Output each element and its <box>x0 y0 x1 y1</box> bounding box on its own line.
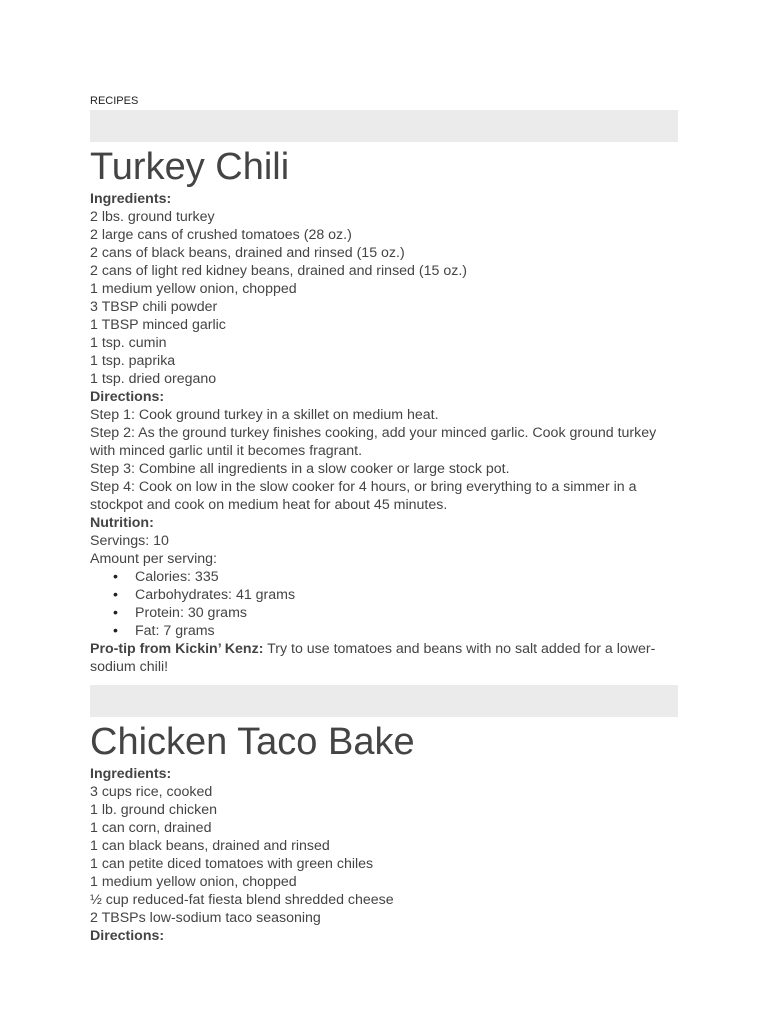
directions-heading: Directions: <box>90 389 165 405</box>
recipe-turkey-chili <box>90 144 678 676</box>
pro-tip-text: Try to use tomatoes and beans with no salt added for a lower-sodium chili! <box>90 641 656 675</box>
recipe-title: Chicken Taco Bake <box>90 721 415 763</box>
ingredient-line: 2 large cans of crushed tomatoes (28 oz.) <box>90 227 352 243</box>
recipe-chicken-taco-bake <box>90 719 678 945</box>
ingredients-heading: Ingredients: <box>90 766 172 782</box>
bullet-icon: • <box>113 623 118 639</box>
divider-bar <box>90 685 678 717</box>
nutrition-item-text: Protein: 30 grams <box>135 605 247 621</box>
ingredient-line: 2 lbs. ground turkey <box>90 209 215 225</box>
ingredient-line: 1 lb. ground chicken <box>90 802 217 818</box>
divider-bar <box>90 110 678 142</box>
direction-step: Step 2: As the ground turkey finishes cooking, add your minced garlic. Cook ground turkey with minced garlic until it becomes fragrant. <box>90 425 657 459</box>
ingredient-line: 3 cups rice, cooked <box>90 784 213 800</box>
nutrition-item-text: Carbohydrates: 41 grams <box>135 587 296 603</box>
section-label: RECIPES <box>90 95 139 107</box>
ingredient-line: 2 cans of black beans, drained and rinsed (15 oz.) <box>90 245 405 261</box>
nutrition-item <box>90 568 678 586</box>
pro-tip-label: Pro-tip from Kickin’ Kenz: <box>90 641 264 657</box>
nutrition-item <box>90 586 678 604</box>
pro-tip <box>90 640 678 676</box>
bullet-icon: • <box>113 605 118 621</box>
bullet-icon: • <box>113 587 118 603</box>
nutrition-item-text: Fat: 7 grams <box>135 623 215 639</box>
ingredient-line: 1 tsp. cumin <box>90 335 167 351</box>
ingredient-line: 1 can petite diced tomatoes with green chiles <box>90 856 374 872</box>
ingredient-line: 1 tsp. dried oregano <box>90 371 217 387</box>
directions-heading: Directions: <box>90 928 165 944</box>
nutrition-list <box>90 568 678 640</box>
nutrition-heading: Nutrition: <box>90 515 154 531</box>
nutrition-item-text: Calories: 335 <box>135 569 219 585</box>
ingredient-line: 1 can corn, drained <box>90 820 212 836</box>
ingredient-line: ½ cup reduced-fat fiesta blend shredded cheese <box>90 892 394 908</box>
ingredient-line: 1 medium yellow onion, chopped <box>90 874 297 890</box>
ingredient-line: 2 cans of light red kidney beans, drained and rinsed (15 oz.) <box>90 263 467 279</box>
ingredients-heading: Ingredients: <box>90 191 172 207</box>
servings-text: Servings: 10 <box>90 533 169 549</box>
bullet-icon: • <box>113 569 118 585</box>
ingredient-line: 2 TBSPs low-sodium taco seasoning <box>90 910 321 926</box>
direction-step: Step 4: Cook on low in the slow cooker for 4 hours, or bring everything to a simmer in a stockpot and cook on medium heat for about 45 minutes. <box>90 479 637 513</box>
direction-step: Step 3: Combine all ingredients in a slow cooker or large stock pot. <box>90 461 510 477</box>
ingredient-line: 1 tsp. paprika <box>90 353 176 369</box>
document-page <box>90 94 678 945</box>
direction-step: Step 1: Cook ground turkey in a skillet on medium heat. <box>90 407 439 423</box>
ingredient-line: 1 medium yellow onion, chopped <box>90 281 297 297</box>
amount-per-serving-label: Amount per serving: <box>90 551 217 567</box>
ingredient-line: 3 TBSP chili powder <box>90 299 218 315</box>
nutrition-item <box>90 622 678 640</box>
nutrition-item <box>90 604 678 622</box>
ingredient-line: 1 TBSP minced garlic <box>90 317 226 333</box>
recipe-title: Turkey Chili <box>90 146 290 188</box>
ingredient-line: 1 can black beans, drained and rinsed <box>90 838 330 854</box>
